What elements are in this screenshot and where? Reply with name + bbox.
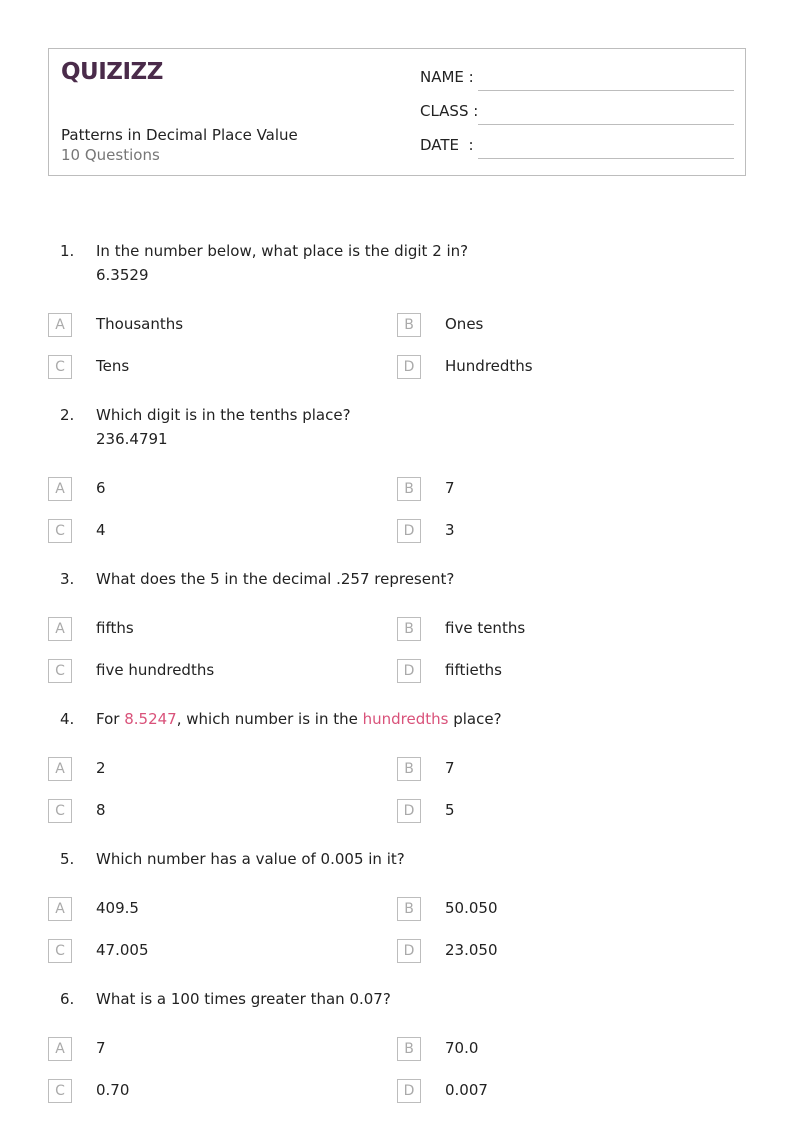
option-letter-box: A bbox=[48, 477, 72, 501]
option-text: fiftieths bbox=[445, 661, 502, 679]
option-letter-box: C bbox=[48, 355, 72, 379]
question-text-part: place? bbox=[448, 710, 502, 728]
option-letter-box: B bbox=[397, 617, 421, 641]
option-letter-box: D bbox=[397, 1079, 421, 1103]
option-text: 5 bbox=[445, 801, 455, 819]
option-letter-box: A bbox=[48, 313, 72, 337]
option-letter-box: D bbox=[397, 659, 421, 683]
option-text: 7 bbox=[445, 759, 455, 777]
question-text-part: For bbox=[96, 710, 125, 728]
highlighted-place: hundredths bbox=[362, 710, 449, 728]
date-line bbox=[478, 158, 734, 159]
option-text: 409.5 bbox=[96, 899, 139, 917]
option-text: Hundredths bbox=[445, 357, 533, 375]
option-text: 8 bbox=[96, 801, 106, 819]
option-letter-box: A bbox=[48, 1037, 72, 1061]
option-text: 0.70 bbox=[96, 1081, 130, 1099]
name-line bbox=[478, 90, 734, 91]
option-text: fifths bbox=[96, 619, 134, 637]
question-text: What is a 100 times greater than 0.07? bbox=[96, 990, 391, 1008]
question-text bbox=[96, 710, 502, 728]
question-text: Which number has a value of 0.005 in it? bbox=[96, 850, 405, 868]
class-line bbox=[478, 124, 734, 125]
question-number: 4. bbox=[60, 710, 75, 728]
option-text: 7 bbox=[445, 479, 455, 497]
option-letter-box: A bbox=[48, 897, 72, 921]
date-label: DATE : bbox=[420, 136, 474, 154]
class-field[interactable] bbox=[420, 102, 734, 126]
option-letter-box: D bbox=[397, 355, 421, 379]
question-number: 1. bbox=[60, 242, 75, 260]
worksheet-header bbox=[48, 48, 746, 176]
option-text: Thousanths bbox=[96, 315, 184, 333]
option-letter-box: C bbox=[48, 519, 72, 543]
question-number: 6. bbox=[60, 990, 75, 1008]
option-letter-box: B bbox=[397, 477, 421, 501]
name-field[interactable] bbox=[420, 68, 734, 92]
option-letter-box: C bbox=[48, 1079, 72, 1103]
option-letter-box: C bbox=[48, 659, 72, 683]
question-subtext: 6.3529 bbox=[96, 266, 149, 284]
option-letter-box: D bbox=[397, 799, 421, 823]
option-text: 6 bbox=[96, 479, 106, 497]
question-text: In the number below, what place is the digit 2 in? bbox=[96, 242, 469, 260]
option-letter-box: A bbox=[48, 757, 72, 781]
option-text: 47.005 bbox=[96, 941, 149, 959]
option-text: five hundredths bbox=[96, 661, 215, 679]
option-letter-box: B bbox=[397, 313, 421, 337]
option-text: 50.050 bbox=[445, 899, 498, 917]
class-label: CLASS : bbox=[420, 102, 479, 120]
option-letter-box: C bbox=[48, 799, 72, 823]
option-letter-box: C bbox=[48, 939, 72, 963]
option-text: five tenths bbox=[445, 619, 526, 637]
option-text: 3 bbox=[445, 521, 455, 539]
question-number: 2. bbox=[60, 406, 75, 424]
option-letter-box: D bbox=[397, 939, 421, 963]
option-text: Tens bbox=[96, 357, 130, 375]
option-text: 4 bbox=[96, 521, 106, 539]
option-letter-box: D bbox=[397, 519, 421, 543]
question-number: 5. bbox=[60, 850, 75, 868]
option-letter-box: A bbox=[48, 617, 72, 641]
name-label: NAME : bbox=[420, 68, 474, 86]
option-text: 2 bbox=[96, 759, 106, 777]
question-text: Which digit is in the tenths place? bbox=[96, 406, 351, 424]
option-letter-box: B bbox=[397, 1037, 421, 1061]
option-letter-box: B bbox=[397, 897, 421, 921]
question-count: 10 Questions bbox=[61, 146, 160, 164]
question-text: What does the 5 in the decimal .257 represent? bbox=[96, 570, 455, 588]
worksheet-title: Patterns in Decimal Place Value bbox=[61, 126, 298, 144]
option-text: Ones bbox=[445, 315, 484, 333]
question-number: 3. bbox=[60, 570, 75, 588]
option-text: 0.007 bbox=[445, 1081, 488, 1099]
date-field[interactable] bbox=[420, 136, 734, 160]
question-subtext: 236.4791 bbox=[96, 430, 168, 448]
quizizz-logo: QUIZIZZ bbox=[61, 59, 163, 85]
highlighted-number: 8.5247 bbox=[124, 710, 177, 728]
option-letter-box: B bbox=[397, 757, 421, 781]
option-text: 23.050 bbox=[445, 941, 498, 959]
question-text-part: , which number is in the bbox=[176, 710, 363, 728]
option-text: 70.0 bbox=[445, 1039, 479, 1057]
option-text: 7 bbox=[96, 1039, 106, 1057]
